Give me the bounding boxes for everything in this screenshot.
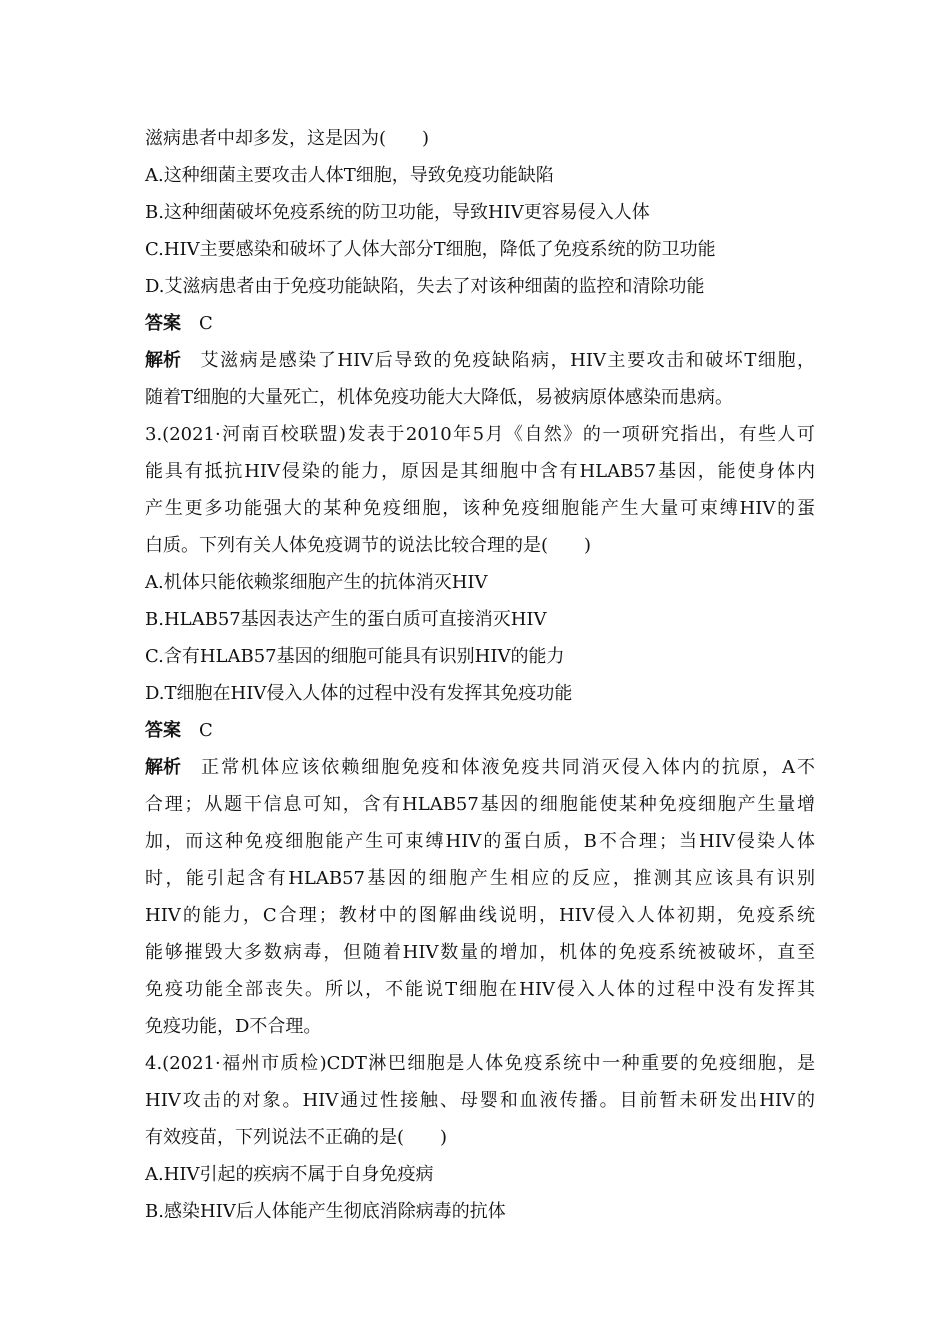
answer-value: C <box>199 720 213 741</box>
answer-value: C <box>199 313 213 334</box>
q3-analysis-line-7: 免疫功能全部丧失。所以，不能说T细胞在HIV侵入人体的过程中没有发挥其 <box>145 979 815 1000</box>
q3-analysis-line-3: 加，而这种免疫细胞能产生可束缚HIV的蛋白质，B不合理；当HIV侵染人体 <box>145 831 815 852</box>
q2-option-c: C.HIV主要感染和破坏了人体大部分T细胞，降低了免疫系统的防卫功能 <box>145 239 716 260</box>
answer-label: 答案 <box>145 720 181 741</box>
q3-analysis-line-8: 免疫功能，D不合理。 <box>145 1016 322 1037</box>
q2-option-d: D.艾滋病患者由于免疫功能缺陷，失去了对该种细菌的监控和清除功能 <box>145 276 705 297</box>
q4-option-a: A.HIV引起的疾病不属于自身免疫病 <box>145 1164 434 1185</box>
q2-analysis-line-1 <box>145 342 815 379</box>
q2-stem-tail: 滋病患者中却多发，这是因为( ) <box>145 128 430 149</box>
q3-option-a: A.机体只能依赖浆细胞产生的抗体消灭HIV <box>145 572 488 593</box>
q3-stem-line-1: 3.(2021·河南百校联盟)发表于2010年5月《自然》的一项研究指出，有些人可 <box>145 424 815 445</box>
q3-analysis-line-2: 合理；从题干信息可知，含有HLAB57基因的细胞能使某种免疫细胞产生量增 <box>145 794 815 815</box>
q3-stem-line-2: 能具有抵抗HIV侵染的能力，原因是其细胞中含有HLAB57基因，能使身体内 <box>145 461 815 482</box>
q4-option-b: B.感染HIV后人体能产生彻底消除病毒的抗体 <box>145 1201 506 1222</box>
analysis-label: 解析 <box>145 350 181 371</box>
q4-stem-line-2: HIV攻击的对象。HIV通过性接触、母婴和血液传播。目前暂未研发出HIV的 <box>145 1090 815 1111</box>
q4-stem-line-1: 4.(2021·福州市质检)CDT淋巴细胞是人体免疫系统中一种重要的免疫细胞，是 <box>145 1053 815 1074</box>
q2-answer <box>145 305 815 342</box>
q3-stem-line-4: 白质。下列有关人体免疫调节的说法比较合理的是( ) <box>145 535 592 556</box>
analysis-label: 解析 <box>145 757 181 778</box>
q3-analysis-line-6: 能够摧毁大多数病毒，但随着HIV数量的增加，机体的免疫系统被破坏，直至 <box>145 942 815 963</box>
q2-option-b: B.这种细菌破坏免疫系统的防卫功能，导致HIV更容易侵入人体 <box>145 202 650 223</box>
q3-option-c: C.含有HLAB57基因的细胞可能具有识别HIV的能力 <box>145 646 565 667</box>
q3-answer <box>145 712 815 749</box>
q3-option-b: B.HLAB57基因表达产生的蛋白质可直接消灭HIV <box>145 609 547 630</box>
q4-stem-line-3: 有效疫苗，下列说法不正确的是( ) <box>145 1127 448 1148</box>
q2-option-a: A.这种细菌主要攻击人体T细胞，导致免疫功能缺陷 <box>145 165 554 186</box>
document-page <box>145 120 815 1230</box>
analysis-text: 艾滋病是感染了HIV后导致的免疫缺陷病，HIV主要攻击和破坏T细胞， <box>199 350 815 371</box>
q3-analysis-line-4: 时，能引起含有HLAB57基因的细胞产生相应的反应，推测其应该具有识别 <box>145 868 815 889</box>
q3-stem-line-3: 产生更多功能强大的某种免疫细胞，该种免疫细胞能产生大量可束缚HIV的蛋 <box>145 498 815 519</box>
q3-analysis-line-5: HIV的能力，C合理；教材中的图解曲线说明，HIV侵入人体初期，免疫系统 <box>145 905 815 926</box>
analysis-text: 正常机体应该依赖细胞免疫和体液免疫共同消灭侵入体内的抗原，A不 <box>199 757 815 778</box>
q2-analysis-line-2: 随着T细胞的大量死亡，机体免疫功能大大降低，易被病原体感染而患病。 <box>145 387 734 408</box>
answer-label: 答案 <box>145 313 181 334</box>
q3-analysis-line-1 <box>145 749 815 786</box>
q3-option-d: D.T细胞在HIV侵入人体的过程中没有发挥其免疫功能 <box>145 683 573 704</box>
